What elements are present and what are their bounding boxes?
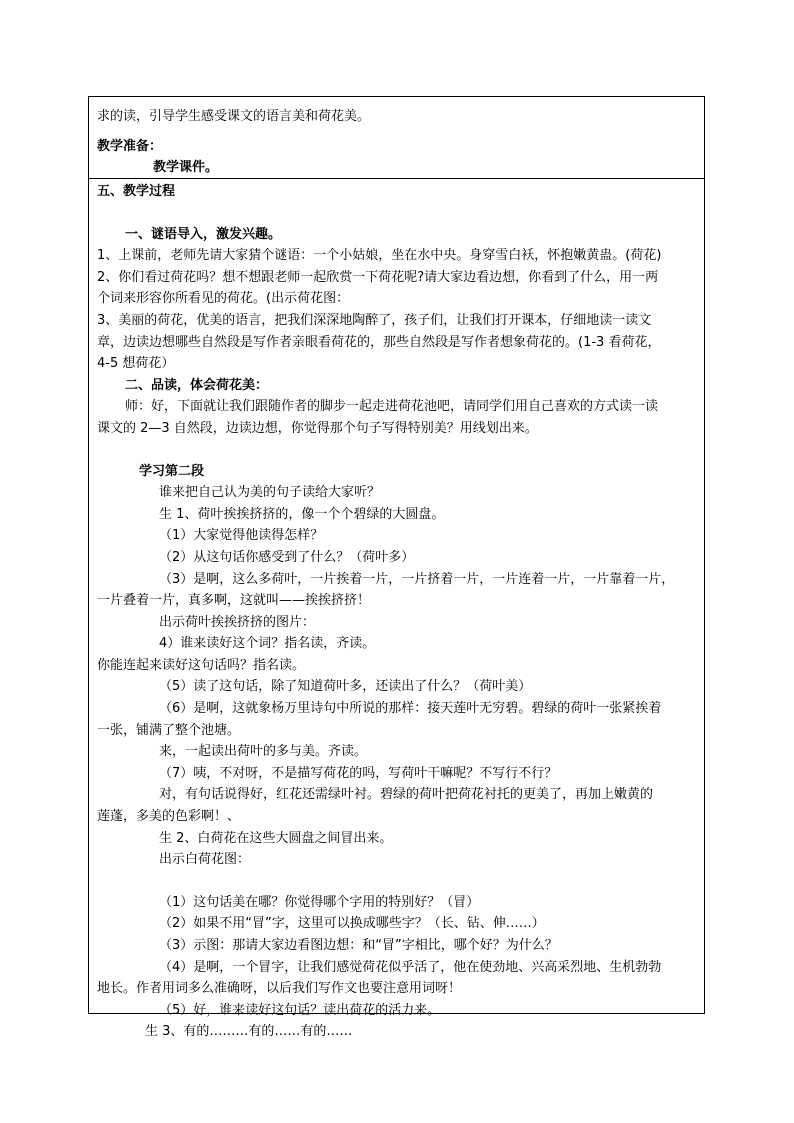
paragraph-line: （7）咦，不对呀，不是描写荷花的吗，写荷叶干嘛呢？不写行不行？ [159, 765, 558, 781]
paragraph-line: 一张，铺满了整个池塘。 [97, 722, 241, 738]
paragraph-line: 对，有句话说得好，红花还需绿叶衬。碧绿的荷叶把荷花衬托的更美了，再加上嫩黄的 [159, 787, 654, 803]
paragraph-line: 生 1、荷叶挨挨挤挤的，像一个个碧绿的大圆盘。 [159, 506, 445, 522]
paragraph-line: 2、你们看过荷花吗？想不想跟老师一起欣赏一下荷花呢?请大家边看边想，你看到了什么，用一两 [97, 269, 659, 285]
paragraph-line: 师：好，下面就让我们跟随作者的脚步一起走进荷花池吧，请同学们用自己喜欢的方式读一读 [125, 399, 659, 415]
paragraph-line: 谁来把自己认为美的句子读给大家听？ [159, 485, 381, 501]
preparation-content: 教学课件。 [153, 160, 219, 176]
paragraph-line: 1、上课前，老师先请大家猜个谜语：一个小姑娘，坐在水中央。身穿雪白袄，怀抱嫩黄蛊。(荷花) [97, 248, 662, 264]
paragraph-line: 章，边读边想哪些自然段是写作者亲眼看荷花的，那些自然段是写作者想象荷花的。(1-3 看荷花， [97, 334, 661, 350]
paragraph-line: 你能连起来读好这句话吗？指名读。 [97, 657, 306, 673]
preparation-heading: 教学准备： [97, 138, 163, 154]
section-title-riddle: 一、谜语导入，激发兴趣。 [125, 226, 282, 242]
paragraph-line: （5）读了这句话，除了知道荷叶多，还读出了什么？（荷叶美） [159, 679, 532, 695]
paragraph-line: 4）谁来读好这个词？指名读，齐读。 [159, 636, 376, 652]
paragraph-line: 来，一起读出荷叶的多与美。齐读。 [159, 744, 368, 760]
process-heading: 五、教学过程 [97, 184, 176, 199]
section-title-reading: 二、品读，体会荷花美： [125, 377, 269, 393]
paragraph-line: （5）好，谁来读好这句话？读出荷花的活力来。 [159, 1002, 441, 1018]
paragraph-line: （3）示图：那请大家边看图边想：和“冒”字相比，哪个好？为什么？ [159, 938, 558, 953]
paragraph-line: （3）是啊，这么多荷叶，一片挨着一片，一片挤着一片，一片连着一片，一片靠着一片， [159, 571, 675, 587]
paragraph-line: 课文的 2—3 自然段，边读边想，你觉得那个句子写得特别美？用线划出来。 [97, 420, 538, 436]
table-cell-preparation [89, 97, 704, 179]
objective-text: 求的读，引导学生感受课文的语言美和荷花美。 [97, 109, 371, 124]
study-heading: 学习第二段 [139, 463, 205, 479]
paragraph-line: （2）如果不用“冒”字，这里可以换成哪些字？（长、钻、伸……） [159, 916, 545, 932]
paragraph-line: （4）是啊，一个冒字，让我们感觉荷花似乎活了，他在使劲地、兴高采烈地、生机勃勃 [159, 959, 662, 975]
paragraph-line: 一片叠着一片，真多啊，这就叫——挨挨挤挤！ [97, 593, 371, 609]
paragraph-line: 生 3、有的………有的……有的…… [145, 1024, 353, 1040]
paragraph-line: 出示荷叶挨挨挤挤的图片： [159, 614, 316, 630]
paragraph-line: （6）是啊，这就象杨万里诗句中所说的那样：接天莲叶无穷碧。碧绿的荷叶一张紧挨着 [159, 701, 662, 717]
paragraph-line: （1）这句话美在哪？你觉得哪个字用的特别好？（冒） [159, 894, 480, 910]
paragraph-line: （2）从这句话你感受到了什么？（荷叶多） [159, 549, 415, 565]
lesson-plan-table [88, 96, 705, 1040]
paragraph-line: 生 2、白荷花在这些大圆盘之间冒出来。 [159, 830, 393, 846]
table-cell-process [89, 179, 704, 1040]
paragraph-line: 3、美丽的荷花，优美的语言，把我们深深地陶醉了，孩子们，让我们打开课本，仔细地读一读文 [97, 312, 652, 328]
paragraph-line: 莲蓬，多美的色彩啊！、 [97, 809, 241, 825]
paragraph-line: （1）大家觉得他读得怎样？ [159, 528, 324, 544]
paragraph-line: 个词来形容你所看见的荷花。(出示荷花图： [97, 291, 350, 307]
paragraph-line: 地长。作者用词多么准确呀，以后我们写作文也要注意用词呀！ [97, 981, 462, 997]
paragraph-line: 出示白荷花图： [159, 852, 251, 868]
paragraph-line: 4-5 想荷花） [97, 356, 175, 372]
